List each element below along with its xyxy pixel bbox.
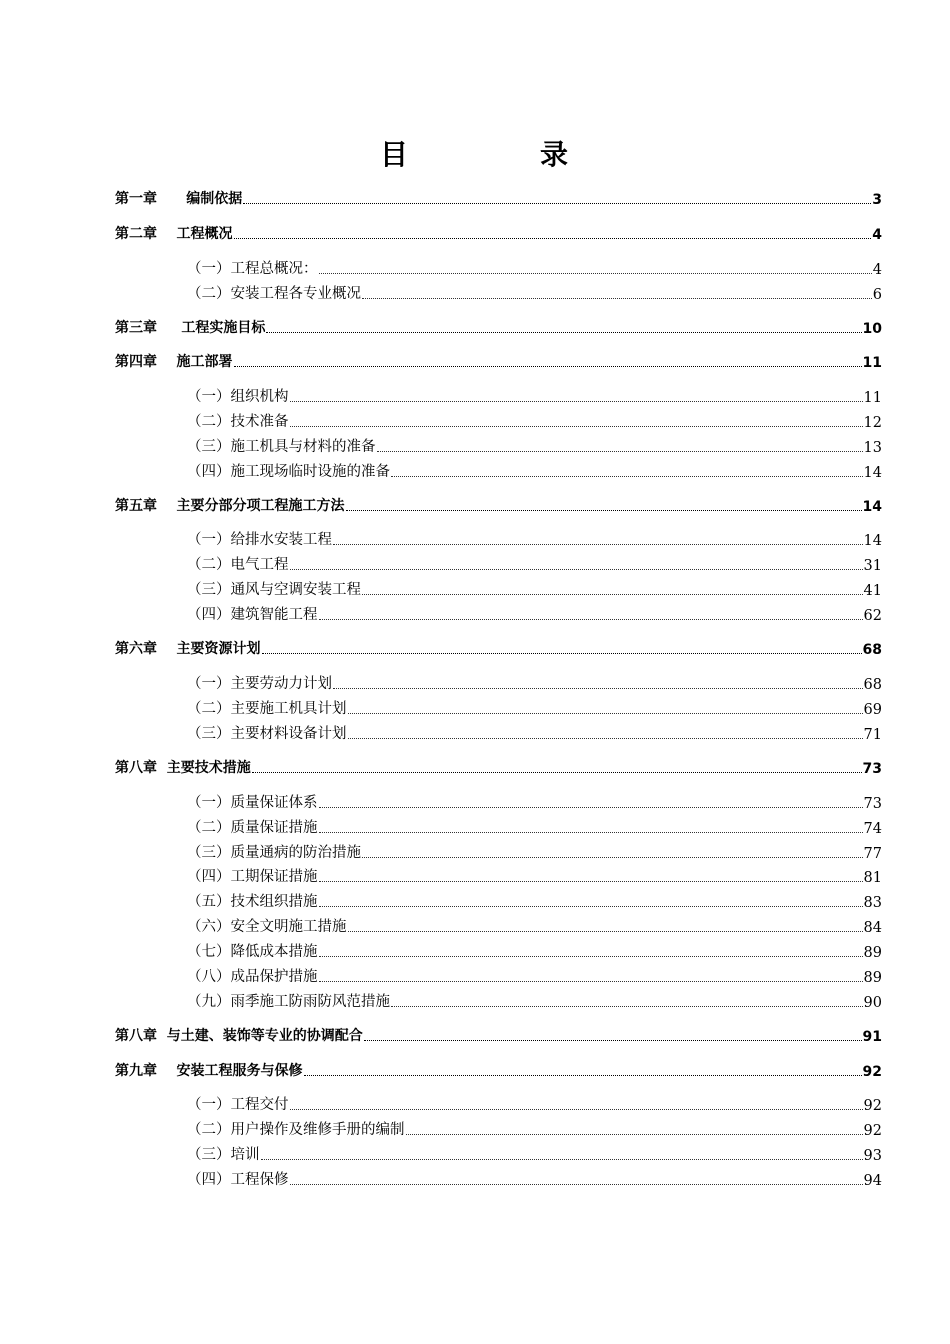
toc-section-entry[interactable] <box>187 409 882 431</box>
toc-entry-label: （四）工期保证措施 <box>187 869 318 885</box>
toc-page-number: 89 <box>863 970 882 986</box>
toc-page-number: 4 <box>872 262 882 278</box>
toc-entry-label: （三）培训 <box>187 1147 260 1163</box>
toc-chapter-entry[interactable] <box>115 755 882 777</box>
toc-entry-label: 第一章 编制依据 <box>115 191 243 207</box>
toc-page-number: 81 <box>863 870 882 886</box>
toc-entry-label: （一）主要劳动力计划 <box>187 676 332 692</box>
toc-section-entry[interactable] <box>187 840 882 862</box>
toc-page-number: 3 <box>872 192 882 208</box>
toc-chapter-entry[interactable] <box>115 1023 882 1045</box>
toc-page-number: 31 <box>863 558 882 574</box>
toc-section-entry[interactable] <box>187 989 882 1011</box>
toc-page-number: 73 <box>862 761 882 777</box>
toc-leader-dots <box>261 1158 863 1160</box>
toc-section-entry[interactable] <box>187 602 882 624</box>
toc-leader-dots <box>333 687 863 689</box>
toc-leader-dots <box>319 272 872 274</box>
toc-leader-dots <box>348 712 863 714</box>
toc-page-number: 73 <box>863 796 882 812</box>
toc-section-entry[interactable] <box>187 964 882 986</box>
toc-leader-dots <box>377 450 863 452</box>
toc-section-entry[interactable] <box>187 889 882 911</box>
toc-leader-dots <box>348 737 863 739</box>
toc-chapter-entry[interactable] <box>115 221 882 243</box>
toc-entry-label: （二）主要施工机具计划 <box>187 701 347 717</box>
toc-page-number: 94 <box>863 1173 882 1189</box>
toc-chapter-entry[interactable] <box>115 349 882 371</box>
toc-leader-dots <box>319 880 863 882</box>
toc-leader-dots <box>290 1183 863 1185</box>
toc-section-entry[interactable] <box>187 1117 882 1139</box>
toc-page-number: 14 <box>863 533 882 549</box>
toc-section-entry[interactable] <box>187 939 882 961</box>
toc-section-entry[interactable] <box>187 671 882 693</box>
toc-page-number: 89 <box>863 945 882 961</box>
toc-section-entry[interactable] <box>187 864 882 886</box>
toc-entry-label: （一）给排水安装工程 <box>187 532 332 548</box>
toc-entry-label: （一）工程总概况： <box>187 261 318 277</box>
toc-leader-dots <box>391 475 863 477</box>
toc-entry-label: （七）降低成本措施 <box>187 944 318 960</box>
toc-entry-label: （五）技术组织措施 <box>187 894 318 910</box>
toc-leader-dots <box>234 365 862 367</box>
toc-leader-dots <box>290 568 863 570</box>
toc-entry-label: （一）组织机构 <box>187 389 289 405</box>
toc-entry-label: 第三章 工程实施目标 <box>115 320 266 336</box>
toc-entry-label: （三）主要材料设备计划 <box>187 726 347 742</box>
toc-page-number: 83 <box>863 895 882 911</box>
toc-section-entry[interactable] <box>187 527 882 549</box>
toc-entry-label: （三）质量通病的防治措施 <box>187 845 361 861</box>
toc-page-number: 10 <box>862 321 882 337</box>
toc-leader-dots <box>319 806 863 808</box>
toc-page-number: 92 <box>863 1123 882 1139</box>
toc-section-entry[interactable] <box>187 256 882 278</box>
toc-section-entry[interactable] <box>187 459 882 481</box>
toc-section-entry[interactable] <box>187 815 882 837</box>
toc-entry-label: （四）工程保修 <box>187 1172 289 1188</box>
toc-leader-dots <box>319 955 863 957</box>
toc-entry-label: 第八章 与土建、装饰等专业的协调配合 <box>115 1028 363 1044</box>
toc-leader-dots <box>290 425 863 427</box>
toc-section-entry[interactable] <box>187 696 882 718</box>
toc-page-number: 92 <box>862 1064 882 1080</box>
toc-leader-dots <box>304 1074 862 1076</box>
toc-leader-dots <box>333 543 863 545</box>
toc-leader-dots <box>346 509 862 511</box>
toc-page-number: 69 <box>863 702 882 718</box>
toc-page-number: 62 <box>863 608 882 624</box>
toc-section-entry[interactable] <box>187 721 882 743</box>
toc-section-entry[interactable] <box>187 384 882 406</box>
toc-page-number: 4 <box>872 227 882 243</box>
toc-leader-dots <box>252 771 862 773</box>
toc-page-number: 68 <box>863 677 882 693</box>
toc-page-number: 74 <box>863 821 882 837</box>
toc-page-number: 13 <box>863 440 882 456</box>
toc-section-entry[interactable] <box>187 1142 882 1164</box>
toc-leader-dots <box>362 856 863 858</box>
toc-page-number: 11 <box>862 355 882 371</box>
toc-entry-label: （六）安全文明施工措施 <box>187 919 347 935</box>
toc-entry-label: （九）雨季施工防雨防风范措施 <box>187 994 390 1010</box>
toc-entry-label: （二）电气工程 <box>187 557 289 573</box>
toc-section-entry[interactable] <box>187 577 882 599</box>
toc-leader-dots <box>243 202 871 204</box>
toc-entry-label: （四）建筑智能工程 <box>187 607 318 623</box>
toc-page-number: 92 <box>863 1098 882 1114</box>
toc-leader-dots <box>290 400 863 402</box>
toc-entry-label: （八）成品保护措施 <box>187 969 318 985</box>
toc-entry-label: （二）安装工程各专业概况 <box>187 286 361 302</box>
toc-page-number: 11 <box>863 390 882 406</box>
toc-entry-label: （二）技术准备 <box>187 414 289 430</box>
toc-page-number: 14 <box>862 499 882 515</box>
toc-title-left: 目 <box>379 138 410 171</box>
toc-section-entry[interactable] <box>187 790 882 812</box>
toc-leader-dots <box>262 652 862 654</box>
toc-page-number: 68 <box>862 642 882 658</box>
toc-page-number: 90 <box>863 995 882 1011</box>
toc-section-entry[interactable] <box>187 1092 882 1114</box>
toc-section-entry[interactable] <box>187 281 882 303</box>
toc-section-entry[interactable] <box>187 914 882 936</box>
toc-leader-dots <box>319 831 863 833</box>
toc-leader-dots <box>319 618 863 620</box>
toc-entry-label: （一）工程交付 <box>187 1097 289 1113</box>
toc-page-number: 14 <box>863 465 882 481</box>
toc-page-number: 84 <box>863 920 882 936</box>
toc-title-right: 录 <box>540 138 571 171</box>
toc-entry-label: （三）通风与空调安装工程 <box>187 582 361 598</box>
toc-leader-dots <box>319 905 863 907</box>
toc-leader-dots <box>290 1108 863 1110</box>
toc-leader-dots <box>266 331 861 333</box>
toc-page-number: 91 <box>862 1029 882 1045</box>
toc-page-number: 12 <box>863 415 882 431</box>
toc-section-entry[interactable] <box>187 434 882 456</box>
toc-page-number: 41 <box>863 583 882 599</box>
toc-leader-dots <box>362 593 863 595</box>
toc-entry-label: （二）质量保证措施 <box>187 820 318 836</box>
toc-section-entry[interactable] <box>187 1167 882 1189</box>
toc-leader-dots <box>391 1005 863 1007</box>
toc-entry-label: 第八章 主要技术措施 <box>115 760 251 776</box>
toc-chapter-entry[interactable] <box>115 315 882 337</box>
toc-entry-label: （三）施工机具与材料的准备 <box>187 439 376 455</box>
toc-leader-dots <box>234 237 872 239</box>
toc-page-number: 77 <box>863 846 882 862</box>
toc-entry-label: 第五章 主要分部分项工程施工方法 <box>115 498 345 514</box>
toc-leader-dots <box>362 297 872 299</box>
toc-page-number: 93 <box>863 1148 882 1164</box>
toc-entry-label: （四）施工现场临时设施的准备 <box>187 464 390 480</box>
toc-chapter-entry[interactable] <box>115 493 882 515</box>
toc-section-entry[interactable] <box>187 552 882 574</box>
toc-leader-dots <box>319 980 863 982</box>
toc-page-number: 71 <box>863 727 882 743</box>
toc-chapter-entry[interactable] <box>115 186 882 208</box>
toc-leader-dots <box>406 1133 863 1135</box>
toc-chapter-entry[interactable] <box>115 636 882 658</box>
toc-entry-label: 第四章 施工部署 <box>115 354 233 370</box>
toc-leader-dots <box>364 1039 862 1041</box>
toc-leader-dots <box>348 930 863 932</box>
toc-entry-label: （二）用户操作及维修手册的编制 <box>187 1122 405 1138</box>
toc-page-number: 6 <box>872 287 882 303</box>
toc-entry-label: 第二章 工程概况 <box>115 226 233 242</box>
toc-entry-label: 第六章 主要资源计划 <box>115 641 261 657</box>
toc-entry-label: 第九章 安装工程服务与保修 <box>115 1063 303 1079</box>
toc-entry-label: （一）质量保证体系 <box>187 795 318 811</box>
toc-chapter-entry[interactable] <box>115 1058 882 1080</box>
